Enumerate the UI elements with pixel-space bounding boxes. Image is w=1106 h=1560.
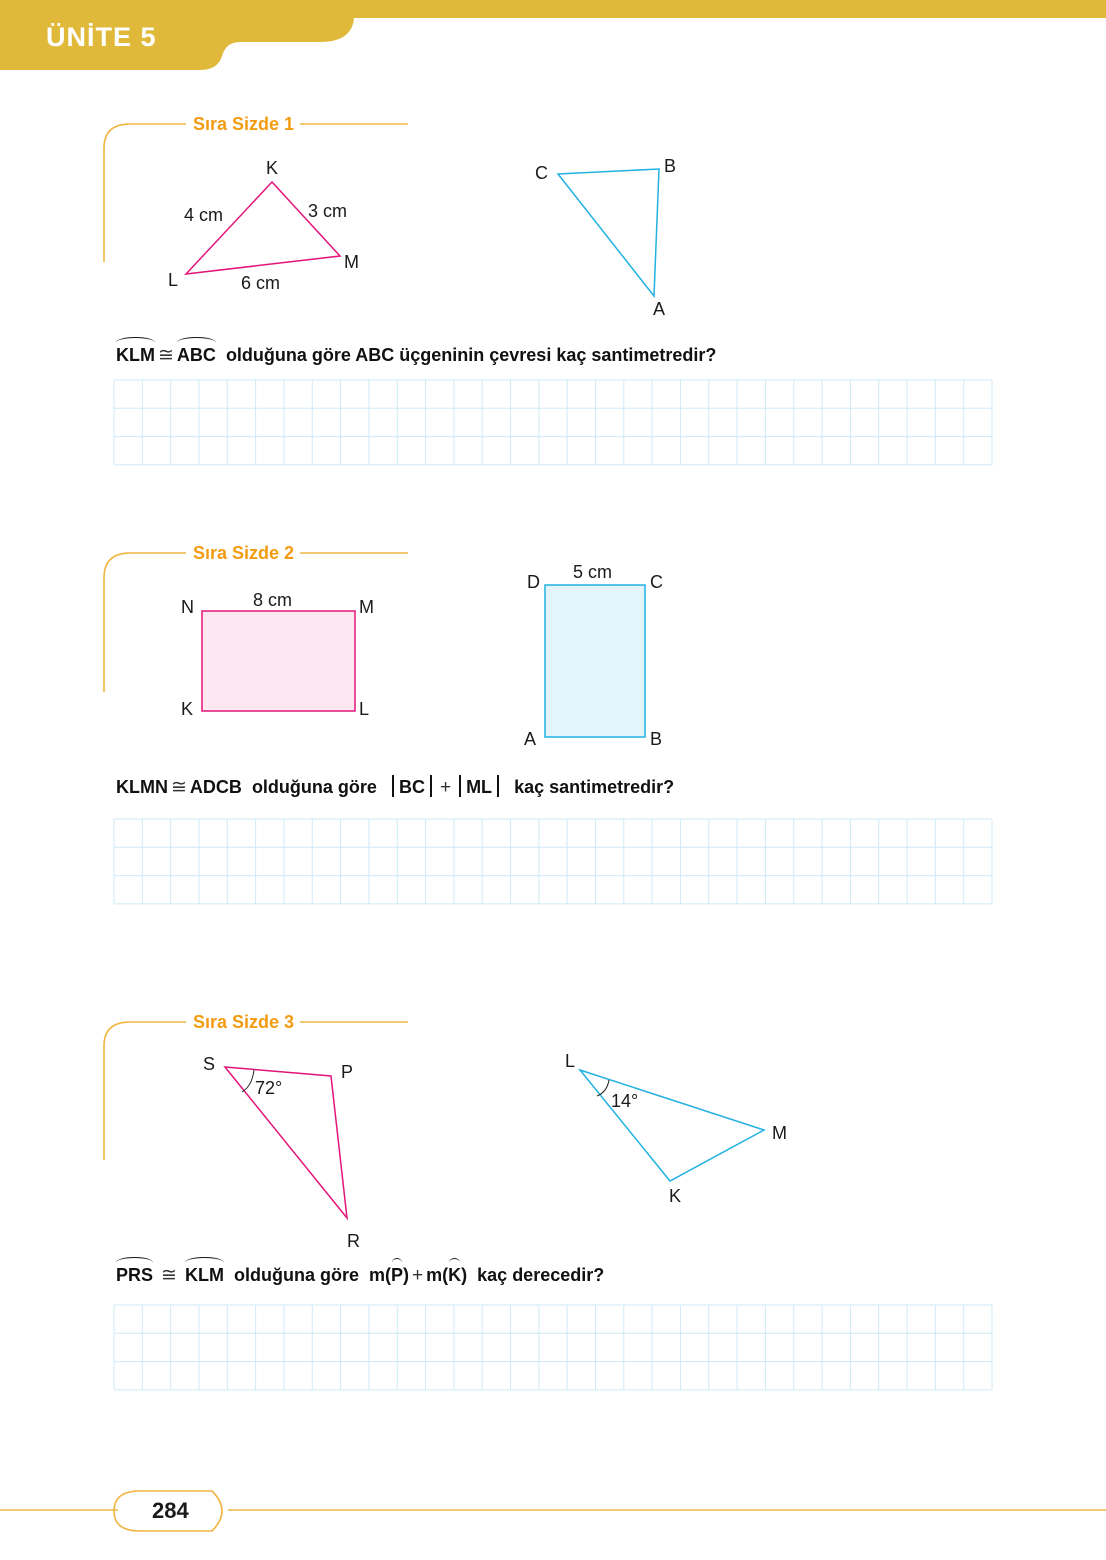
- answer-grid-1: [114, 380, 992, 465]
- measure-m: m: [426, 1265, 443, 1285]
- section-1-bracket: [104, 124, 408, 262]
- abs-bar: [392, 775, 394, 797]
- vertex-p: P: [341, 1062, 354, 1082]
- quad-adcb: ADCB: [189, 777, 242, 797]
- vertex-b: B: [664, 156, 677, 176]
- question-2: [116, 775, 674, 799]
- angle-arc-s: [242, 1070, 254, 1092]
- vertex-l: L: [168, 270, 179, 290]
- measure-m: m: [369, 1265, 386, 1285]
- question-1-text: olduğuna göre ABC üçgeninin çevresi kaç santimetredir?: [225, 345, 717, 365]
- quad-klmn: KLMN: [116, 777, 168, 797]
- section-2-title: Sıra Sizde 2: [187, 543, 300, 564]
- triangle-prs-symbol: PRS: [116, 1265, 154, 1285]
- abs-bar: [459, 775, 461, 797]
- section-1-title: Sıra Sizde 1: [187, 114, 300, 135]
- rectangle-klmn: [202, 611, 355, 711]
- vertex-m: M: [359, 597, 374, 617]
- abs-bar: [430, 775, 432, 797]
- plus-symbol: +: [439, 777, 452, 798]
- angle-p: P: [391, 1265, 404, 1285]
- vertex-r: R: [347, 1231, 360, 1251]
- page-number: 284: [152, 1498, 189, 1523]
- side-kl-length: 4 cm: [184, 205, 224, 225]
- vertex-m: M: [772, 1123, 787, 1143]
- side-dc-length: 5 cm: [573, 562, 613, 582]
- angle-s-value: 72°: [255, 1078, 283, 1098]
- triangle-klm: [186, 182, 340, 274]
- question-3-text-1: olduğuna göre: [233, 1265, 359, 1285]
- vertex-k: K: [181, 699, 194, 719]
- vertex-d: D: [527, 572, 540, 592]
- angle-k: K: [448, 1265, 462, 1285]
- congruent-symbol: ≅: [158, 345, 174, 366]
- side-nm-length: 8 cm: [253, 590, 293, 610]
- side-km-length: 3 cm: [308, 201, 348, 221]
- question-2-text-1: olduğuna göre: [251, 777, 377, 797]
- vertex-l: L: [565, 1051, 576, 1071]
- rectangle-adcb: [545, 585, 645, 737]
- vertex-k: K: [266, 158, 279, 178]
- question-1: [116, 344, 716, 367]
- question-3: PRS ≅ KLM olduğuna göre m(P) + m(K) kaç derecedir?: [116, 1265, 605, 1286]
- section-3-title: Sıra Sizde 3: [187, 1012, 300, 1033]
- triangle-abc: [558, 169, 659, 296]
- side-lm-length: 6 cm: [241, 273, 281, 293]
- plus-symbol: +: [412, 1265, 424, 1286]
- vertex-c: C: [650, 572, 663, 592]
- triangle-abc-symbol: ABC: [176, 345, 216, 365]
- triangle-klm-symbol: KLM: [184, 1265, 224, 1285]
- vertex-m: M: [344, 252, 359, 272]
- triangle-prs: [225, 1067, 347, 1218]
- triangle-klm-2: [580, 1070, 764, 1181]
- vertex-b: B: [650, 729, 663, 749]
- angle-l-value: 14°: [611, 1091, 639, 1111]
- vertex-a: A: [653, 299, 666, 319]
- answer-grid-2: [114, 819, 992, 904]
- unit-title: ÜNİTE 5: [46, 22, 157, 52]
- congruent-symbol: ≅: [171, 777, 187, 798]
- segment-bc: BC: [398, 777, 425, 797]
- segment-ml: ML: [466, 777, 493, 797]
- vertex-c: C: [535, 163, 548, 183]
- triangle-klm-symbol: KLM: [116, 345, 155, 365]
- congruent-symbol: ≅: [161, 1265, 177, 1286]
- abs-bar: [497, 775, 499, 797]
- vertex-n: N: [181, 597, 194, 617]
- question-2-text-2: kaç santimetredir?: [514, 777, 675, 797]
- vertex-k: K: [669, 1186, 682, 1206]
- vertex-s: S: [203, 1054, 216, 1074]
- header-bar: [0, 0, 1106, 70]
- answer-grid-3: [114, 1305, 992, 1390]
- question-3-text-2: kaç derecedir?: [477, 1265, 605, 1285]
- vertex-l: L: [359, 699, 370, 719]
- vertex-a: A: [524, 729, 537, 749]
